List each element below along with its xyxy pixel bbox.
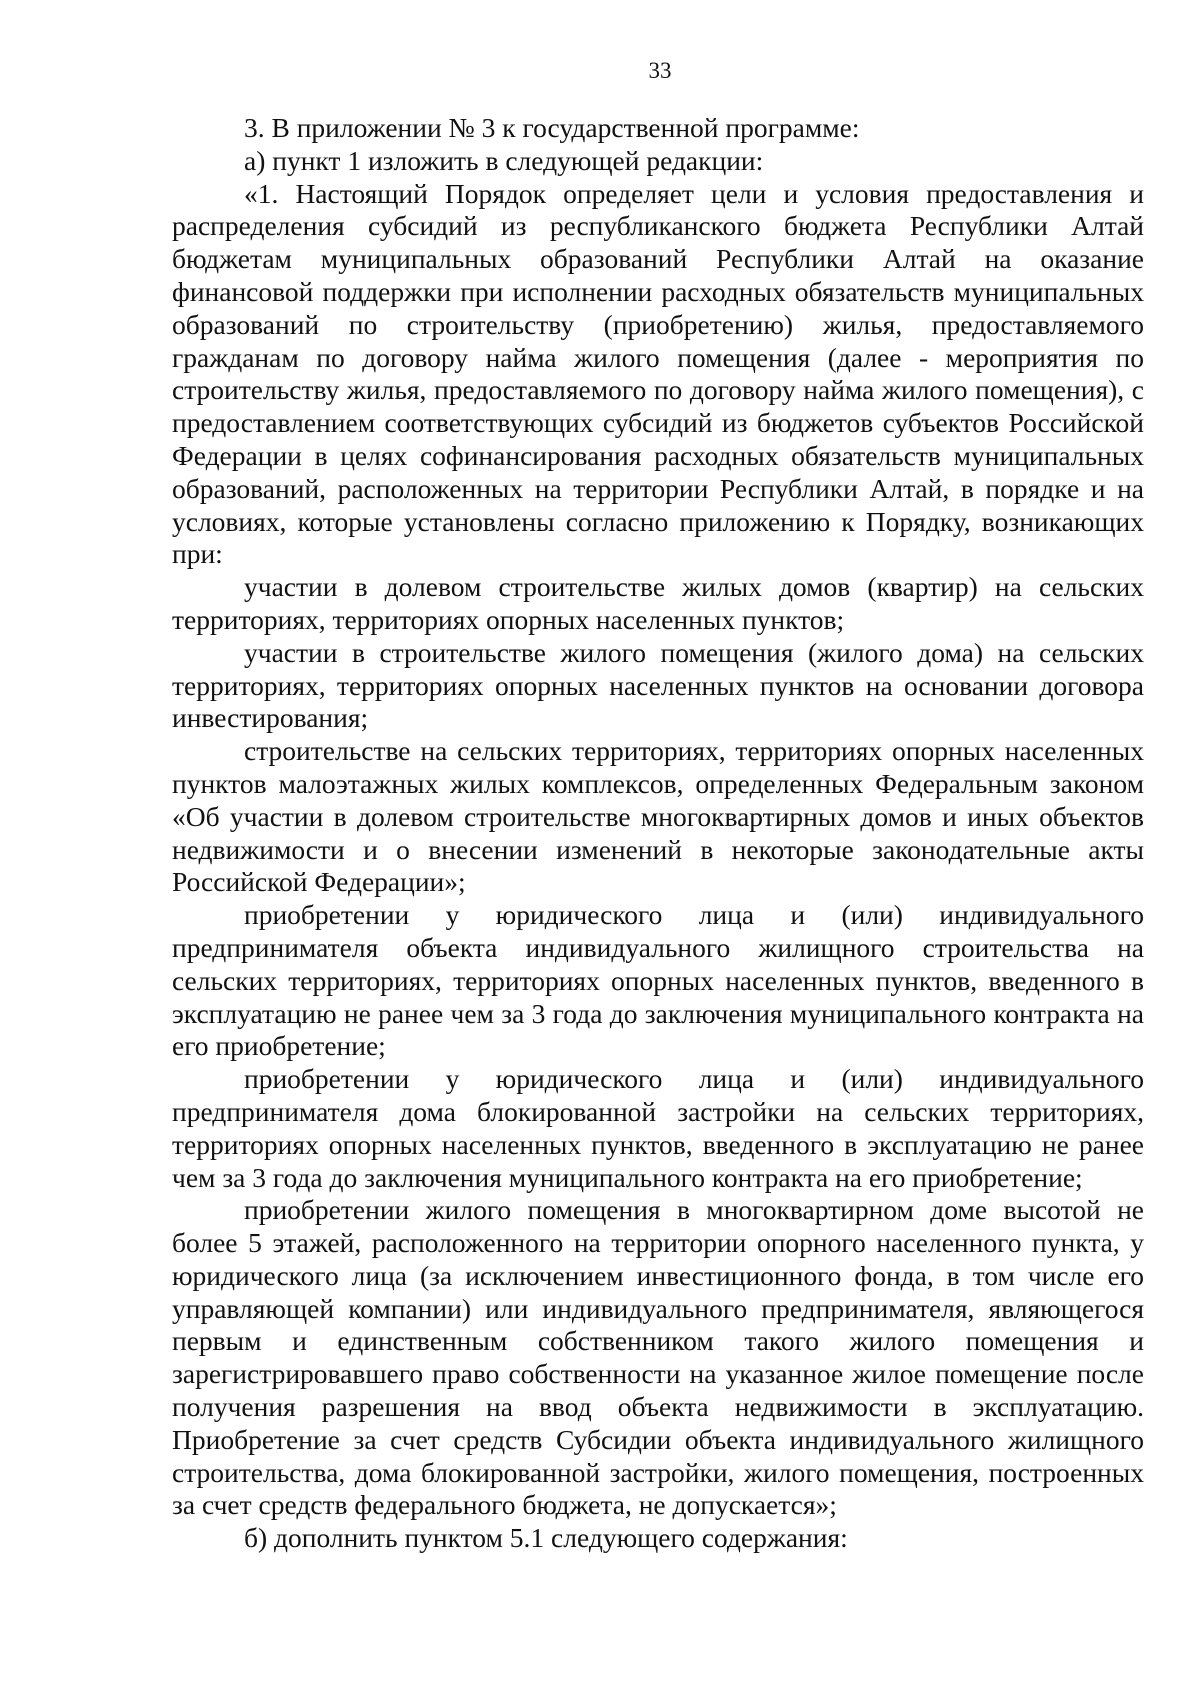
paragraph-subitem-a: а) пункт 1 изложить в следующей редакции:: [244, 144, 764, 176]
paragraph-individual-housing: приобретении у юридического лица и (или) индивидуального предпринимателя объекта индивидуального жилищного строительства на сельских территориях, территориях опорных населенных пунктов, введенного в эксплуатацию не ранее чем за 3 года до заключения муниципального контракта на его приобретение;: [172, 899, 1144, 1062]
paragraph-shared-construction: участии в долевом строительстве жилых домов (квартир) на сельских территориях, территориях опорных населенных пунктов;: [172, 571, 1144, 635]
document-body: [172, 112, 1144, 1555]
paragraph-blocked-house: приобретении у юридического лица и (или) индивидуального предпринимателя дома блокированной застройки на сельских территориях, территориях опорных населенных пунктов, введенного в эксплуатацию не ранее чем за 3 года до заключения муниципального контракта на его приобретение;: [172, 1063, 1144, 1193]
paragraph-apartment-purchase: приобретении жилого помещения в многоквартирном доме высотой не более 5 этажей, расположенного на территории опорного населенного пункта, у юридического лица (за исключением инвестиционного фонда, в том числе его управляющей компании) или индивидуального предпринимателя, являющегося первым и единственным собственником такого жилого помещения и зарегистрировавшего право собственности на указанное жилое помещение после получения разрешения на ввод объекта недвижимости в эксплуатацию. Приобретение за счет средств Субсидии объекта индивидуального жилищного строительства, дома блокированной застройки, жилого помещения, построенных за счет средств федерального бюджета, не допускается»;: [172, 1194, 1144, 1521]
paragraph-low-rise-complexes: строительстве на сельских территориях, территориях опорных населенных пунктов малоэтажных жилых комплексов, определенных Федеральным законом «Об участии в долевом строительстве многоквартирных домов и иных объектов недвижимости и о внесении изменений в некоторые законодательные акты Российской Федерации»;: [172, 735, 1144, 898]
paragraph-subitem-b: б) дополнить пунктом 5.1 следующего содержания:: [244, 1522, 848, 1554]
paragraph-point-1: «1. Настоящий Порядок определяет цели и условия предоставления и распределения субсидий из республиканского бюджета Республики Алтай бюджетам муниципальных образований Республики Алтай на оказание финансовой поддержки при исполнении расходных обязательств муниципальных образований по строительству (приобретению) жилья, предоставляемого гражданам по договору найма жилого помещения (далее - мероприятия по строительству жилья, предоставляемого по договору найма жилого помещения), с предоставлением соответствующих субсидий из бюджетов субъектов Российской Федерации в целях софинансирования расходных обязательств муниципальных образований, расположенных на территории Республики Алтай, в порядке и на условиях, которые установлены согласно приложению к Порядку, возникающих при:: [172, 177, 1144, 570]
paragraph-investment-construction: участии в строительстве жилого помещения (жилого дома) на сельских территориях, территориях опорных населенных пунктов на основании договора инвестирования;: [172, 636, 1144, 734]
page-number: 33: [648, 58, 672, 83]
paragraph-item-3-heading: 3. В приложении № 3 к государственной программе:: [244, 112, 860, 143]
